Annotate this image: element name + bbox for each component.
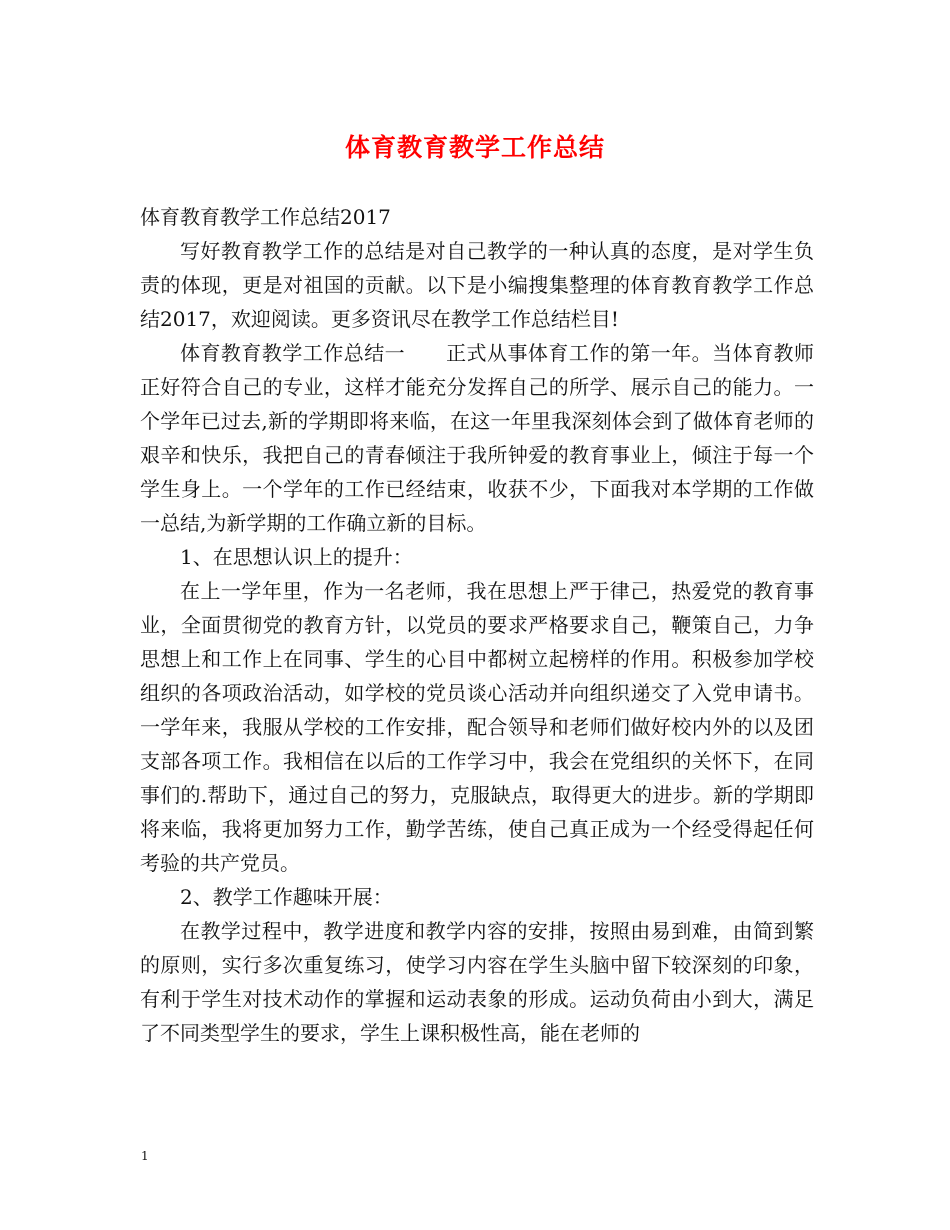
page-number: 1 [141,1149,149,1163]
subtitle-line: 体育教育教学工作总结2017 [140,205,391,229]
page-title: 体育教育教学工作总结 [344,133,605,162]
paragraph-thought: 在上一学年里，作为一名老师，我在思想上严于律己，热爱党的教育事业，全面贯彻党的教育方针，以党员的要求严格要求自己，鞭策自己，力争思想上和工作上在同事、学生的心目中都树立起榜样的作用。积极参加学校组织的各项政治活动，如学校的党员谈心活动并向组织递交了入党申请书。一学年来，我服从学校的工作安排，配合领导和老师们做好校内外的以及团支部各项工作。我相信在以后的工作学习中，我会在党组织的关怀下，在同事们的.帮助下，通过自己的努力，克服缺点，取得更大的进步。新的学期即将来临，我将更加努力工作，勤学苦练，使自己真正成为一个经受得起任何考验的共产党员。 [140,579,814,875]
section-heading-teaching: 2、教学工作趣味开展： [180,885,393,909]
paragraph-summary-one: 体育教育教学工作总结一 正式从事体育工作的第一年。当体育教师正好符合自己的专业，这样才能充分发挥自己的所学、展示自己的能力。一个学年已过去,新的学期即将来临，在这一年里我深刻体会到了做体育老师的艰辛和快乐，我把自己的青春倾注于我所钟爱的教育事业上，倾注于每一个学生身上。一个学年的工作已经结束，收获不少，下面我对本学期的工作做一总结,为新学期的工作确立新的目标。 [140,341,814,535]
paragraph-teaching: 在教学过程中，教学进度和教学内容的安排，按照由易到难，由简到繁的原则，实行多次重复练习，使学习内容在学生头脑中留下较深刻的印象，有利于学生对技术动作的掌握和运动表象的形成。运动负荷由小到大，满足了不同类型学生的要求，学生上课积极性高，能在老师的 [140,919,814,1045]
section-heading-thought: 1、在思想认识上的提升： [180,545,413,569]
document-body [140,200,814,1050]
paragraph-intro: 写好教育教学工作的总结是对自己教学的一种认真的态度，是对学生负责的体现，更是对祖国的贡献。以下是小编搜集整理的体育教育教学工作总结2017，欢迎阅读。更多资讯尽在教学工作总结栏目! [140,239,814,331]
